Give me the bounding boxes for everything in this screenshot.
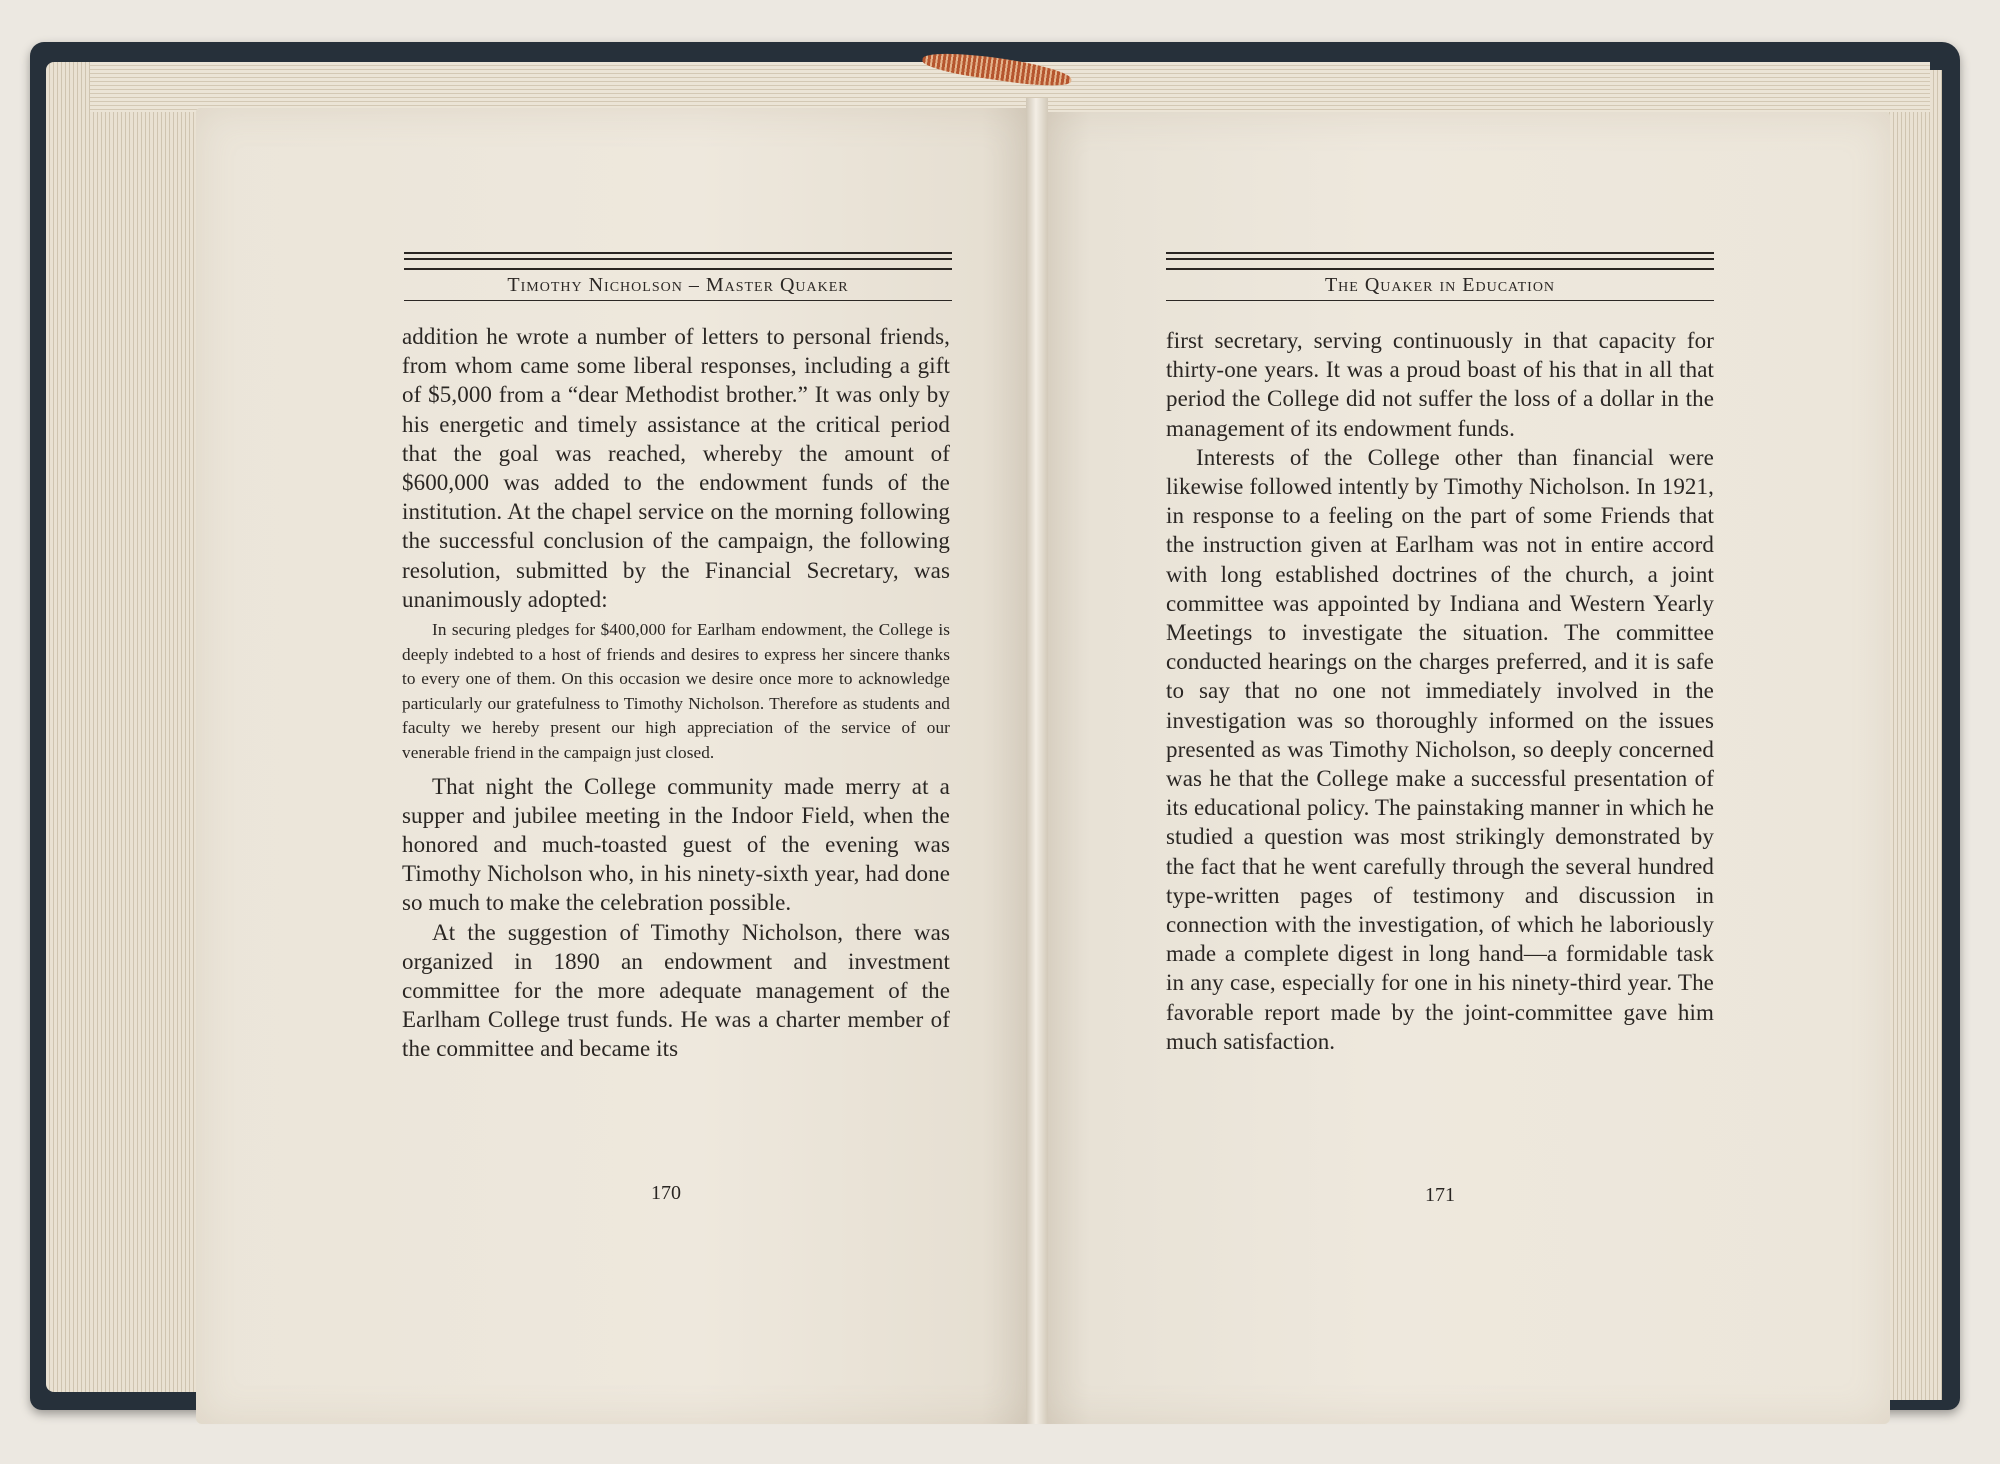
page-edges-left [46, 62, 206, 1392]
left-paragraph-2: That night the College community made merry at a supper and jubilee meeting in the Indoor Field, when the honored and much-toasted guest of the evening was Timothy Nicholson who, in his ninety-sixth year, had done so much to make the celebration possible. [402, 773, 950, 916]
ornament-band [1166, 252, 1714, 270]
left-paragraph-3: At the suggestion of Timothy Nicholson, there was organized in 1890 an endowment and investment committee for the more adequate management of the Earlham College trust funds. He was a charter member of the committee and became its [402, 919, 950, 1062]
resolution-quote: In securing pledges for $400,000 for Earlham endowment, the College is deeply indebted to a host of friends and desires to express her sincere thanks to every one of them. On this occasion we desire once more to acknowledge particularly our gratefulness to Timothy Nicholson. Therefore as students and faculty we hereby present our high appreciation of the service of our venerable friend in the campaign just closed. [402, 620, 950, 762]
right-running-head-title: The Quaker in Education [1166, 270, 1714, 301]
right-paragraph-2: Interests of the College other than financial were likewise followed intently by Timothy Nicholson. In 1921, in response to a feeling on the part of some Friends that the instruction given at Earlham was not in entire accord with long established doctrines of the church, a joint committee was appointed by Indiana and Western Yearly Meetings to investigate the situation. The committee conducted hearings on the charges preferred, and it is safe to say that no one not immediately involved in the investigation was so thoroughly informed on the issues presented as was Timothy Nicholson, so deeply concerned was he that the College make a successful presentation of its educational policy. The painstaking manner in which he studied a question was most strikingly demonstrated by the fact that he went carefully through the several hundred type-written pages of testimony and discussion in connection with the investigation, of which he laboriously made a complete digest in long hand—a formidable task in any case, especially for one in his ninety-third year. The favorable report made by the joint-committee gave him much satisfaction. [1166, 444, 1714, 1054]
left-text-block [402, 322, 950, 1064]
right-text-block [1166, 326, 1714, 1056]
left-running-head-title: Timothy Nicholson – Master Quaker [404, 270, 952, 301]
right-page-number: 171 [1425, 1184, 1455, 1206]
right-paragraph-1: first secretary, serving continuously in that capacity for thirty-one years. It was a proud boast of his that in all that period the College did not suffer the loss of a dollar in the management of its endowment funds. [1166, 328, 1714, 441]
ornament-band [404, 252, 952, 270]
left-page-number: 170 [651, 1182, 681, 1204]
right-running-head [1166, 252, 1714, 301]
page-edges-right [1882, 70, 1942, 1400]
left-running-head [404, 252, 952, 301]
book-gutter [1026, 98, 1048, 1424]
left-paragraph-1: addition he wrote a number of letters to personal friends, from whom came some liberal responses, including a gift of $5,000 from a “dear Methodist brother.” It was only by his energetic and timely assistance at the critical period that the goal was reached, whereby the amount of $600,000 was added to the endowment funds of the institution. At the chapel service on the morning following the successful conclusion of the campaign, the following resolution, submitted by the Financial Secretary, was unanimously adopted: [402, 324, 950, 612]
